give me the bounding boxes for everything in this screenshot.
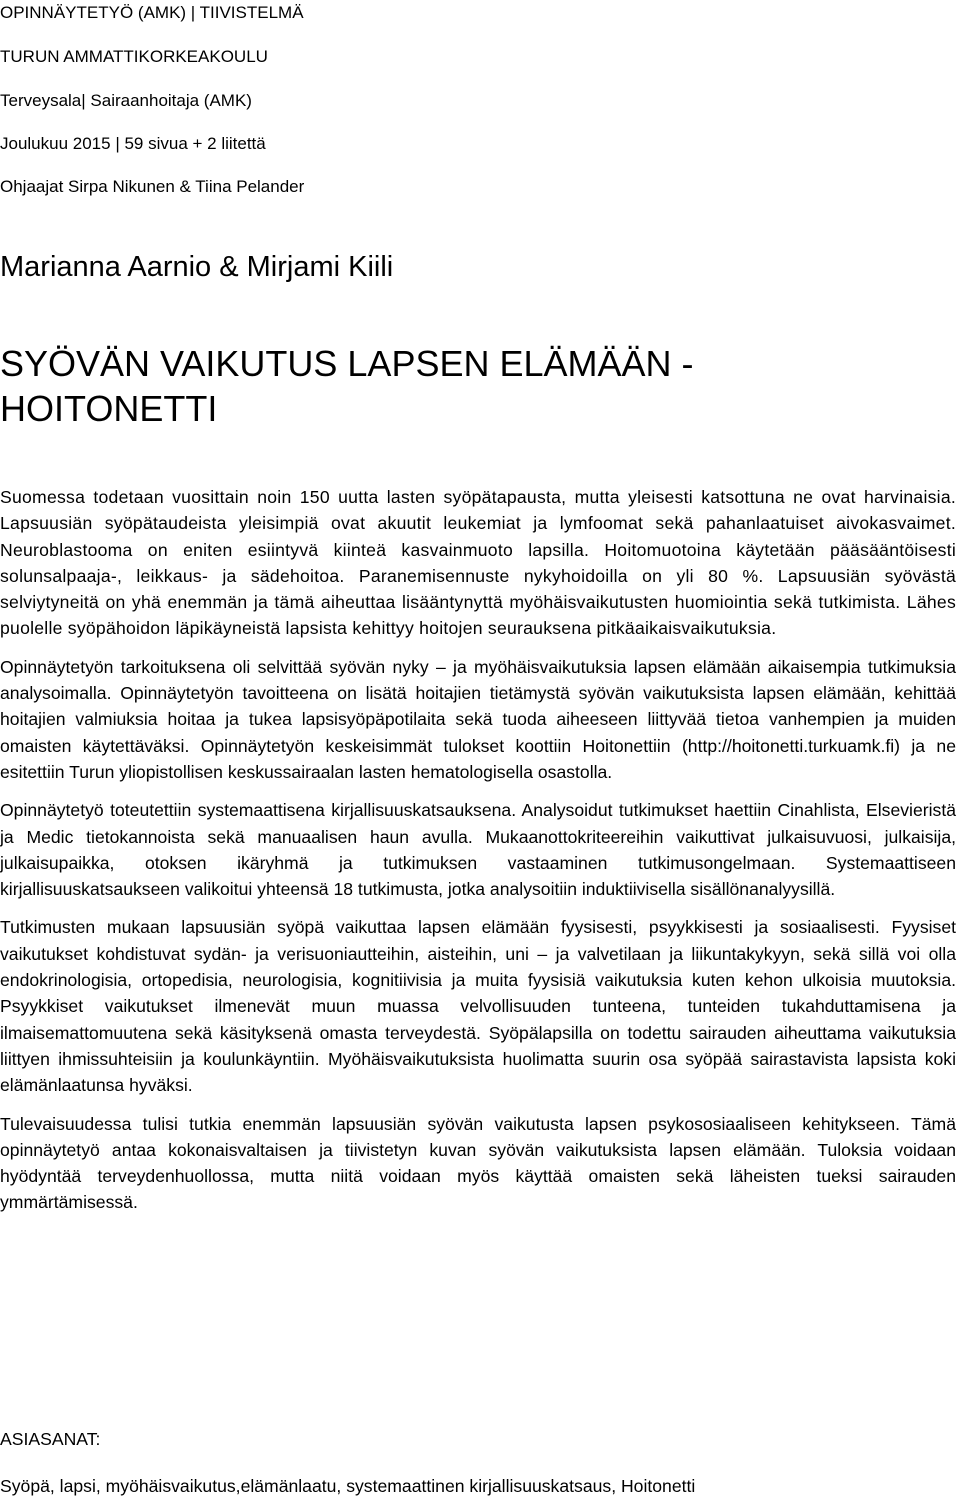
title-line-1: SYÖVÄN VAIKUTUS LAPSEN ELÄMÄÄN - bbox=[0, 343, 694, 384]
thesis-type: OPINNÄYTETYÖ (AMK) | TIIVISTELMÄ bbox=[0, 3, 304, 22]
title-line-2: HOITONETTI bbox=[0, 388, 218, 429]
supervisors: Ohjaajat Sirpa Nikunen & Tiina Pelander bbox=[0, 177, 305, 196]
abstract-paragraph-method: Opinnäytetyö toteutettiin systemaattisena kirjallisuuskatsauksena. Analysoidut tutkimukset haettiin Cinahlista, Elsevieristä ja Medic tietokannoista sekä manuaalisen haun avulla. Mukaanottokriteereihin vaikuttivat julkaisuvuosi, julkaisija, julkaisupaikka, otoksen ikäryhmä ja tutkimuksen vastaaminen tutkimusongelmaan. Systemaattiseen kirjallisuuskatsaukseen valikoitui yhteensä 18 tutkimusta, jotka analysoitiin induktiivisella sisällönanalyysillä. bbox=[0, 800, 956, 900]
keywords-heading: ASIASANAT: bbox=[0, 1429, 101, 1449]
school-name: TURUN AMMATTIKORKEAKOULU bbox=[0, 47, 268, 66]
abstract-paragraph-conclusion: Tulevaisuudessa tulisi tutkia enemmän lapsuusiän syövän vaikutusta lapsen psykososiaaliseen kehitykseen. Tämä opinnäytetyö antaa kokonaisvaltaisen ja tiivistetyn kuvan syövän vaikutuksista lapsen elämään. Tuloksia voidaan hyödyntää terveydenhuollossa, mutta niitä voidaan myös käyttää omaisten sekä läheisten tueksi sairauden ymmärtämisessä. bbox=[0, 1113, 956, 1213]
abstract-paragraph-background: Suomessa todetaan vuosittain noin 150 uutta lasten syöpätapausta, mutta yleisesti katsottuna ne ovat harvinaisia. Lapsuusiän syöpätaudeista yleisimpiä ovat akuutit leukemiat ja lymfoomat sekä pahanlaatuiset aivokasvaimet. Neuroblastooma on eniten esiintyvä kiinteä kasvainmuoto lapsilla. Hoitomuotoina käytetään pääsääntöisesti solunsalpaaja-, leikkaus- ja sädehoitoa. Paranemisennuste nykyhoidoilla on yli 80 %. Lapsuusiän syövästä selviytyneitä on yhä enemmän ja tämä aiheuttaa lisääntynyttä myöhäisvaikutusten huomiointia sekä tutkimista. Lähes puolelle syöpähoidon läpikäyneistä lapsista kehittyy hoitojen seurauksena pitkäaikaisvaikutuksia. bbox=[0, 487, 956, 639]
abstract-paragraph-results: Tutkimusten mukaan lapsuusiän syöpä vaikuttaa lapsen elämään fyysisesti, psyykkisesti ja sosiaalisesti. Fyysiset vaikutukset kohdistuvat sydän- ja verisuoniautteihin, aisteihin, uni – ja valvetilaan ja liikuntakykyyn, sekä sillä voi olla endokrinologisia, ortopedisia, neurologisia, kognitiivisia ja muita fyysisiä vaikutuksia kuten kehon ulkoisia muutoksia. Psyykkiset vaikutukset ilmenevät muun muassa velvollisuuden tunteena, tunteiden tukahduttamisena ja ilmaisemattomuutena sekä käsityksenä omasta terveydestä. Syöpälapsilla on todettu sairauden aiheuttama vaikutuksia liittyen ihmissuhteisiin ja koulunkäyntiin. Myöhäisvaikutuksista huolimatta suurin osa syöpää sairastavista lapsista koki elämänlaatunsa hyväksi. bbox=[0, 917, 956, 1096]
abstract-body bbox=[0, 484, 956, 1216]
date-and-pages: Joulukuu 2015 | 59 sivua + 2 liitettä bbox=[0, 134, 266, 153]
thesis-title bbox=[0, 341, 694, 431]
degree-program: Terveysala| Sairaanhoitaja (AMK) bbox=[0, 91, 252, 110]
abstract-paragraph-purpose: Opinnäytetyön tarkoituksena oli selvittää syövän nyky – ja myöhäisvaikutuksia lapsen elämään aikaisempia tutkimuksia analysoimalla. Opinnäytetyön tavoitteena on lisätä hoitajien tietämystä syövän vaikutuksista lapsen elämään, kehittää hoitajien valmiuksia hoitaa ja tukea lapsisyöpäpotilaita sekä tuoda aiheeseen liittyvää tietoa vanhempien ja muiden omaisten käytettäväksi. Opinnäytetyön keskeisimmät tulokset koottiin Hoitonettiin (http://hoitonetti.turkuamk.fi) ja ne esitettiin Turun yliopistollisen keskussairaalan lasten hematologisella osastolla. bbox=[0, 656, 956, 782]
authors: Marianna Aarnio & Mirjami Kiili bbox=[0, 251, 394, 283]
keywords-list: Syöpä, lapsi, myöhäisvaikutus,elämänlaatu, systemaattinen kirjallisuuskatsaus, Hoitonetti bbox=[0, 1476, 696, 1496]
